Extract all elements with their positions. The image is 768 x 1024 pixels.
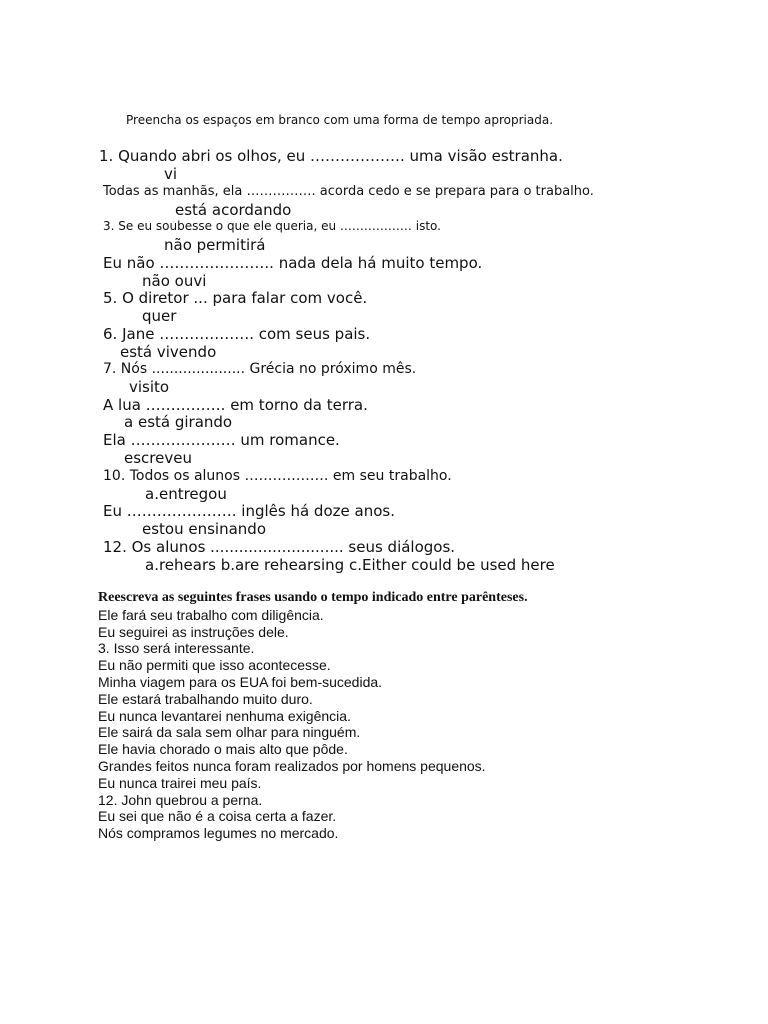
answer-line: escreveu <box>124 449 192 467</box>
sentence-line: Eu não permiti que isso acontecesse. <box>98 657 331 673</box>
sentence-line: Ele havia chorado o mais alto que pôde. <box>98 741 348 757</box>
question-line: A lua ……………. em torno da terra. <box>103 396 368 414</box>
sentence-line: Eu sei que não é a coisa certa a fazer. <box>98 808 337 824</box>
instruction-text: Preencha os espaços em branco com uma forma de tempo apropriada. <box>126 113 554 127</box>
question-line: Todas as manhãs, ela ……………. acorda cedo e se prepara para o trabalho. <box>103 184 594 199</box>
question-line: Eu não ………………….. nada dela há muito tempo. <box>103 254 483 272</box>
answer-line: a.rehears b.are rehearsing c.Either could be used here <box>145 556 555 574</box>
sentence-line: Eu seguirei as instruções dele. <box>98 624 289 640</box>
answer-line: está vivendo <box>120 343 217 361</box>
sentence-line: Ele fará seu trabalho com diligência. <box>98 607 324 623</box>
sentence-line: Nós compramos legumes no mercado. <box>98 825 339 841</box>
question-line: Eu …………………. inglês há doze anos. <box>103 502 395 520</box>
answer-line: visito <box>129 378 170 396</box>
question-line: 6. Jane ………………. com seus pais. <box>103 325 371 343</box>
question-line: 1. Quando abri os olhos, eu ………………. uma visão estranha. <box>99 147 563 165</box>
section-heading: Reescreva as seguintes frases usando o tempo indicado entre parênteses. <box>98 590 528 605</box>
question-line: 5. O diretor ... para falar com você. <box>103 289 368 307</box>
answer-line: vi <box>164 165 178 183</box>
question-line: 3. Se eu soubesse o que ele queria, eu ……………… isto. <box>103 219 441 233</box>
question-line: 10. Todos os alunos ……………… em seu trabalho. <box>103 468 452 484</box>
answer-line: não ouvi <box>142 272 207 290</box>
sentence-line: Ele sairá da sala sem olhar para ninguém. <box>98 724 361 740</box>
answer-line: não permitirá <box>164 236 266 254</box>
answer-line: a.entregou <box>145 485 227 503</box>
question-line: 12. Os alunos ............................ seus diálogos. <box>103 538 456 556</box>
question-line: 7. Nós ..................... Grécia no próximo mês. <box>103 361 417 377</box>
sentence-line: Minha viagem para os EUA foi bem-sucedida. <box>98 674 383 690</box>
answer-line: quer <box>142 307 177 325</box>
sentence-line: Ele estará trabalhando muito duro. <box>98 691 313 707</box>
sentence-line: 3. Isso será interessante. <box>98 640 255 656</box>
sentence-line: Eu nunca trairei meu país. <box>98 775 262 791</box>
sentence-line: Eu nunca levantarei nenhuma exigência. <box>98 708 351 724</box>
answer-line: a está girando <box>124 413 233 431</box>
sentence-line: Grandes feitos nunca foram realizados por homens pequenos. <box>98 758 486 774</box>
answer-line: está acordando <box>175 201 292 219</box>
sentence-line: 12. John quebrou a perna. <box>98 792 263 808</box>
question-line: Ela ………………… um romance. <box>103 431 340 449</box>
answer-line: estou ensinando <box>142 520 266 538</box>
